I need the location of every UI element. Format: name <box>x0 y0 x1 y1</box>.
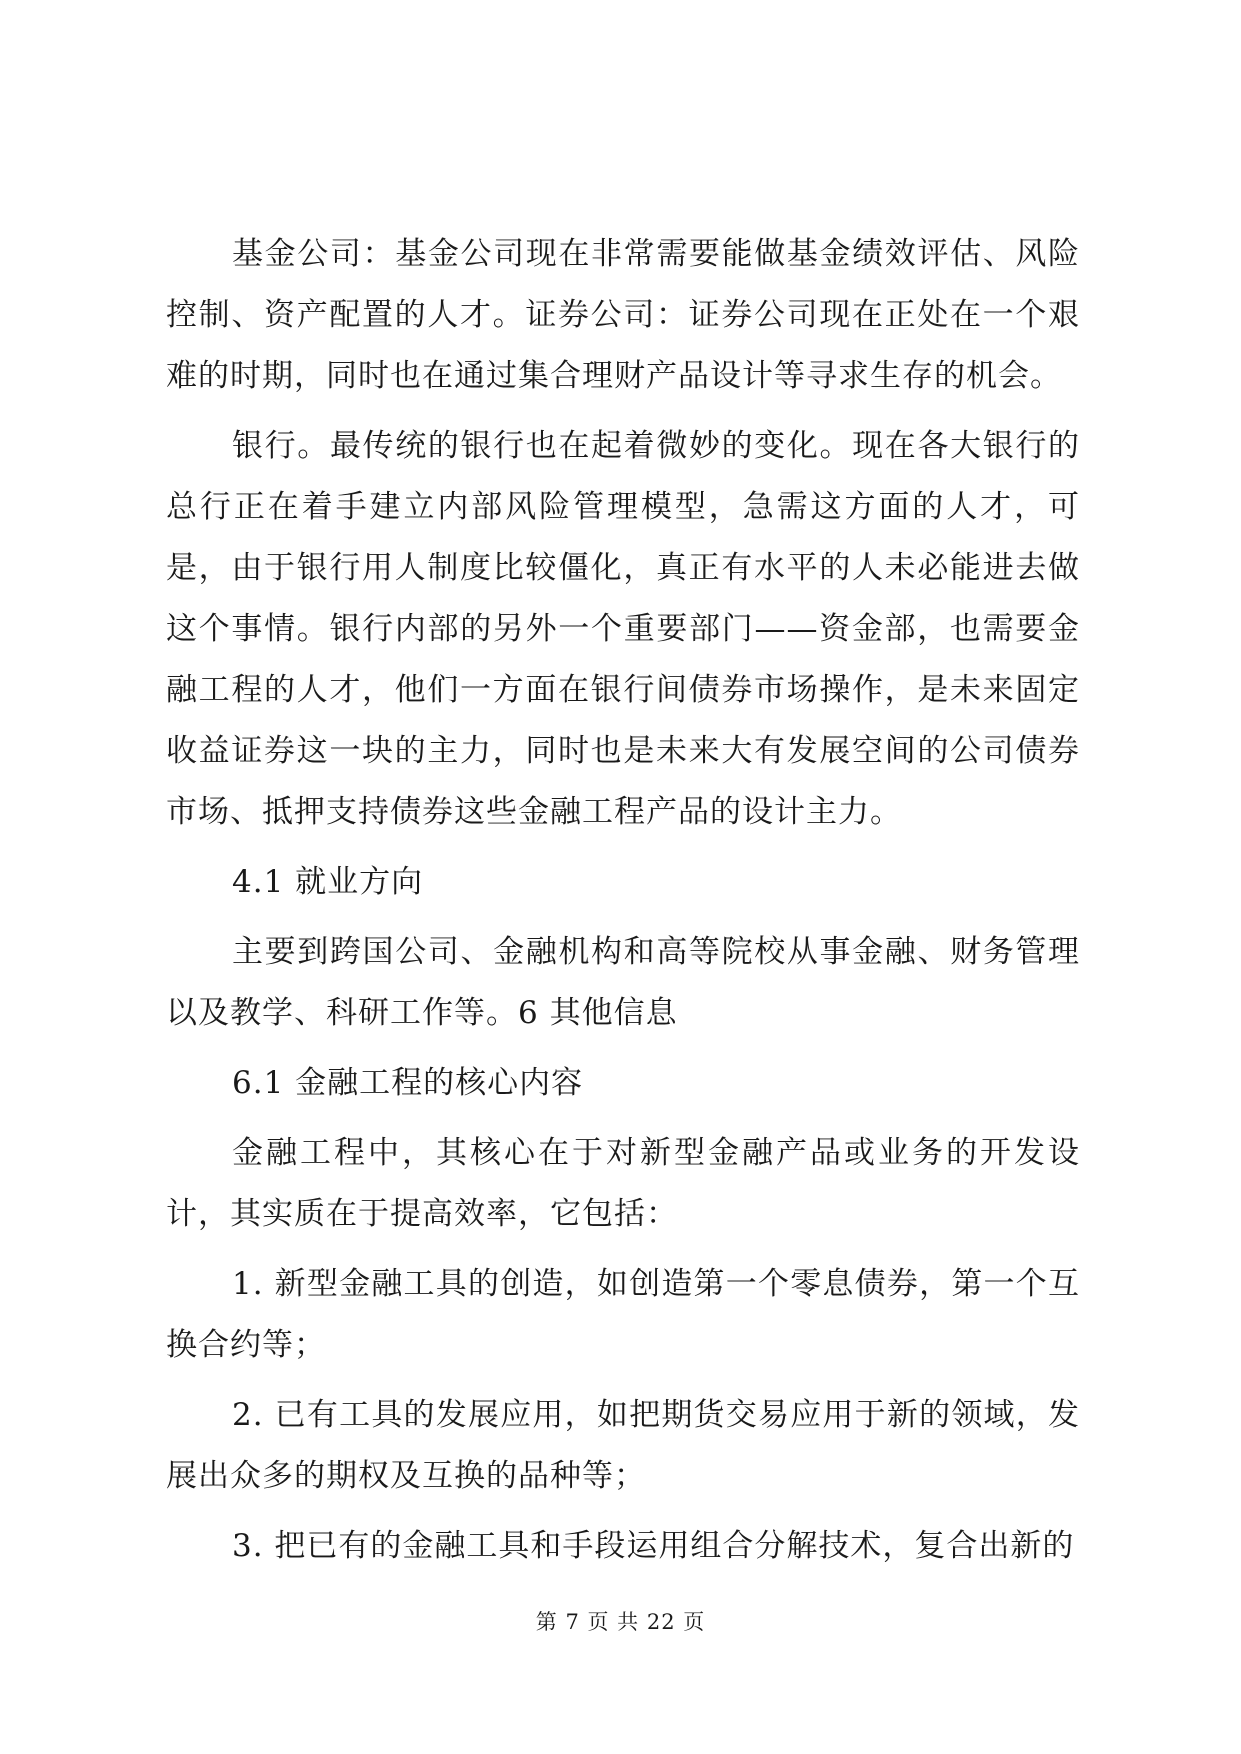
paragraph-fund-securities: 基金公司：基金公司现在非常需要能做基金绩效评估、风险控制、资产配置的人才。证券公司：证券公司现在正处在一个艰难的时期，同时也在通过集合理财产品设计等寻求生存的机会。 <box>166 236 1080 394</box>
document-body <box>166 224 1080 1586</box>
page-number-footer: 第 7 页 共 22 页 <box>535 1610 706 1634</box>
list-item-2: 2. 已有工具的发展应用，如把期货交易应用于新的领域，发展出众多的期权及互换的品种等； <box>166 1397 1080 1494</box>
section-heading-core-content: 6.1 金融工程的核心内容 <box>232 1065 584 1101</box>
section-heading-employment: 4.1 就业方向 <box>232 864 424 900</box>
list-item-1: 1. 新型金融工具的创造，如创造第一个零息债券，第一个互换合约等； <box>166 1266 1080 1363</box>
paragraph-bank: 银行。最传统的银行也在起着微妙的变化。现在各大银行的总行正在着手建立内部风险管理模型，急需这方面的人才，可是，由于银行用人制度比较僵化，真正有水平的人未必能进去做这个事情。银行内部的另外一个重要部门——资金部，也需要金融工程的人才，他们一方面在银行间债券市场操作，是未来固定收益证券这一块的主力，同时也是未来大有发展空间的公司债券市场、抵押支持债券这些金融工程产品的设计主力。 <box>166 428 1080 830</box>
paragraph-core-intro: 金融工程中，其核心在于对新型金融产品或业务的开发设计，其实质在于提高效率，它包括： <box>166 1135 1080 1232</box>
paragraph-employment: 主要到跨国公司、金融机构和高等院校从事金融、财务管理以及教学、科研工作等。6 其他信息 <box>166 934 1080 1031</box>
list-item-3: 3. 把已有的金融工具和手段运用组合分解技术，复合出新的 <box>232 1528 1075 1564</box>
